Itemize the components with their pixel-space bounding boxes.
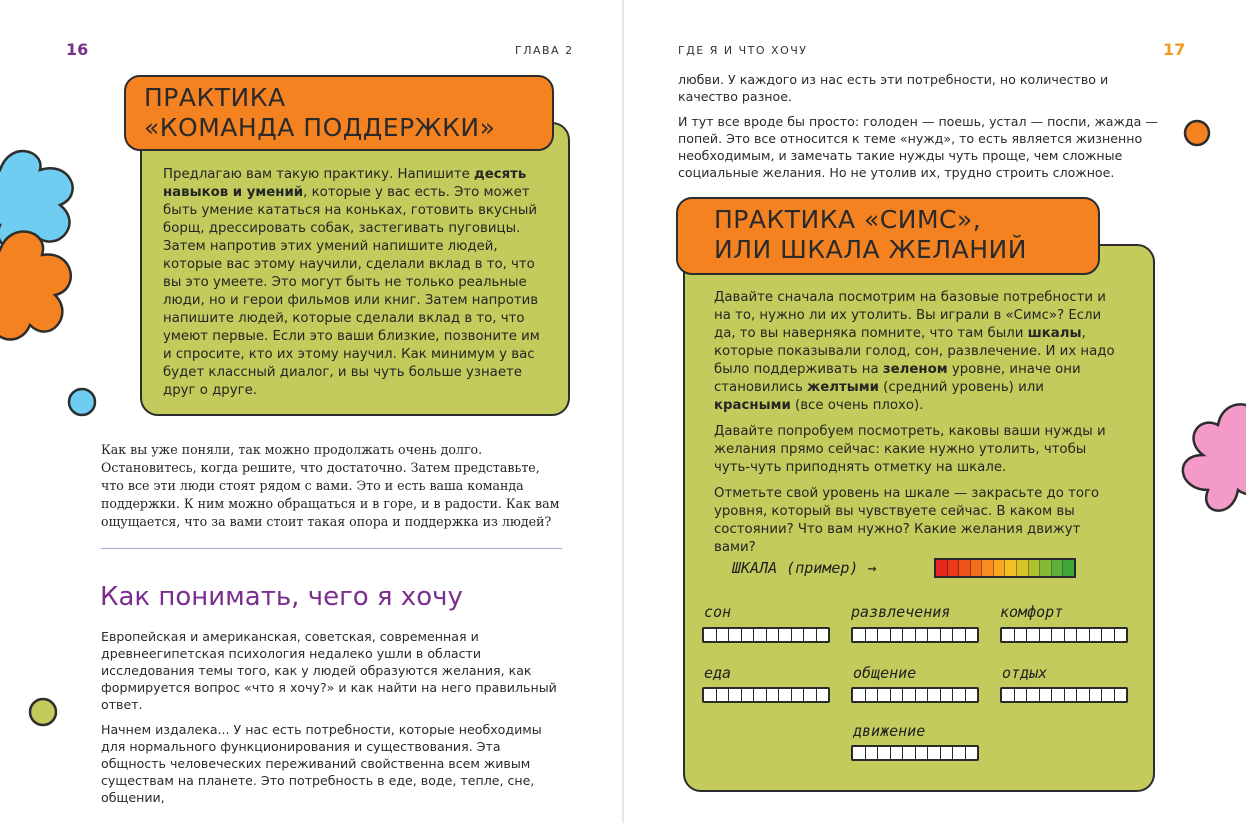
practice-box-title: ПРАКТИКА «КОМАНДА ПОДДЕРЖКИ»: [124, 75, 554, 151]
scale-cell[interactable]: [1102, 689, 1115, 701]
scale-cell[interactable]: [817, 689, 829, 701]
scale-cell[interactable]: [953, 629, 966, 641]
scale-label-komfort: комфорт: [1000, 603, 1064, 621]
scale-cell[interactable]: [966, 629, 978, 641]
scale-label-razvlecheniya: развлечения: [851, 603, 951, 621]
scale-cell[interactable]: [1102, 629, 1115, 641]
practice-box-title: ПРАКТИКА «СИМС», ИЛИ ШКАЛА ЖЕЛАНИЙ: [676, 197, 1100, 275]
scale-label-otdykh: отдых: [1002, 664, 1048, 682]
scale-cell[interactable]: [878, 629, 891, 641]
scale-cell[interactable]: [704, 689, 717, 701]
scale-label-son: сон: [704, 603, 732, 621]
scale-cell[interactable]: [1065, 689, 1078, 701]
scale-cell[interactable]: [1040, 689, 1053, 701]
scale-cell[interactable]: [891, 747, 904, 759]
example-gradient-scale: [934, 558, 1076, 578]
body-text: Европейская и американская, советская, современная и древнеегипетская психология недалеко ушли в области исследования темы того, как у людей образуются желания, как формируется вопрос «что я хочу?» и как найти на него правильный ответ. Начнем издалека... У нас есть потребности, которые необходимы для нормального функционирования и существования. Эта общность человеческих переживаний свойственна всем живым существам на планете. Это потребность в еде, воде, тепле, сне, общении,: [101, 629, 557, 805]
running-head: ГДЕ Я И ЧТО ХОЧУ: [678, 44, 808, 57]
pink-flower-blob: [1178, 395, 1246, 525]
scale-cell[interactable]: [1027, 689, 1040, 701]
page-number: 17: [1163, 40, 1186, 59]
scale-cell[interactable]: [1027, 629, 1040, 641]
practice-text: Предлагаю вам такую практику. Напишите десять навыков и умений, которые у вас есть. Это может быть умение кататься на коньках, готовить вкусный борщ, дрессировать собак, застегивать пуговицы. Затем напротив этих умений напишите людей, которые вас этому научили, сделали вклад в то, что вы это умеете. Это могут быть не только реальные люди, но и герои фильмов или книг. Затем напротив напишите людей, которые сделали вклад в то, что умеют первые. Если это ваши близкие, позвоните им и спросите, кто их этому научил. Как минимум у вас будет классный диалог, и вы чуть больше узнаете друг о друге.: [163, 167, 540, 398]
scale-son[interactable]: [702, 627, 830, 643]
scale-cell[interactable]: [891, 689, 904, 701]
scale-cell[interactable]: [916, 747, 929, 759]
scale-cell[interactable]: [1015, 629, 1028, 641]
scale-cell[interactable]: [717, 689, 730, 701]
scale-cell[interactable]: [1015, 689, 1028, 701]
scale-label-eda: еда: [704, 664, 732, 682]
scale-cell[interactable]: [767, 689, 780, 701]
running-head: ГЛАВА 2: [515, 44, 574, 57]
scale-cell[interactable]: [1040, 629, 1053, 641]
scale-cell[interactable]: [928, 629, 941, 641]
scale-cell[interactable]: [941, 747, 954, 759]
gradient-segment: [1052, 560, 1064, 576]
scale-cell[interactable]: [853, 629, 866, 641]
scale-cell[interactable]: [717, 629, 730, 641]
scale-komfort[interactable]: [1000, 627, 1128, 643]
scale-cell[interactable]: [767, 629, 780, 641]
scale-cell[interactable]: [1115, 629, 1127, 641]
scale-cell[interactable]: [916, 689, 929, 701]
scale-cell[interactable]: [1002, 689, 1015, 701]
scale-obshchenie[interactable]: [851, 687, 979, 703]
serif-paragraph: Как вы уже поняли, так можно продолжать очень долго. Остановитесь, когда решите, что достаточно. Затем представьте, что все эти люди стоят рядом с вами. Это и есть ваша команда поддержки. К ним можно обращаться и в горе, и в радости. Как вам ощущается, что за вами стоит такая опора и поддержка из людей?: [101, 442, 560, 529]
gradient-segment: [948, 560, 960, 576]
gradient-segment: [1063, 560, 1074, 576]
scale-label-obshchenie: общение: [853, 664, 917, 682]
scale-otdykh[interactable]: [1000, 687, 1128, 703]
scale-cell[interactable]: [742, 689, 755, 701]
gradient-segment: [1040, 560, 1052, 576]
section-divider: [101, 548, 562, 549]
scale-cell[interactable]: [1090, 629, 1103, 641]
scale-cell[interactable]: [1002, 629, 1015, 641]
scale-cell[interactable]: [1052, 629, 1065, 641]
scale-cell[interactable]: [1115, 689, 1127, 701]
scale-cell[interactable]: [817, 629, 829, 641]
scale-cell[interactable]: [916, 629, 929, 641]
scale-cell[interactable]: [1052, 689, 1065, 701]
scale-cell[interactable]: [891, 629, 904, 641]
scale-cell[interactable]: [779, 629, 792, 641]
scale-cell[interactable]: [953, 689, 966, 701]
gradient-segment: [994, 560, 1006, 576]
scale-cell[interactable]: [878, 747, 891, 759]
scale-cell[interactable]: [792, 629, 805, 641]
scale-cell[interactable]: [966, 689, 978, 701]
scale-label-dvizhenie: движение: [853, 722, 926, 740]
body-text-top: любви. У каждого из нас есть эти потребности, но количество и качество разное. И тут все вроде бы просто: голоден — поешь, устал — поспи, жажда — попей. Это все относится к теме «нужд», то есть является жизненно необходимым, и замечать такие нужды чуть проще, чем сложные социальные желания. Но не утолив их, трудно строить сложное.: [678, 72, 1158, 180]
scale-cell[interactable]: [903, 689, 916, 701]
scale-cell[interactable]: [903, 629, 916, 641]
scale-cell[interactable]: [1065, 629, 1078, 641]
scale-eda[interactable]: [702, 687, 830, 703]
scale-cell[interactable]: [903, 747, 916, 759]
gradient-segment: [982, 560, 994, 576]
scale-cell[interactable]: [754, 629, 767, 641]
scale-cell[interactable]: [779, 689, 792, 701]
scale-cell[interactable]: [754, 689, 767, 701]
gradient-segment: [959, 560, 971, 576]
blue-dot: [66, 386, 98, 418]
scale-cell[interactable]: [928, 747, 941, 759]
scale-cell[interactable]: [792, 689, 805, 701]
example-scale-label: ШКАЛА (пример) →: [732, 559, 877, 577]
scale-cell[interactable]: [729, 629, 742, 641]
scale-cell[interactable]: [866, 689, 879, 701]
gradient-segment: [936, 560, 948, 576]
scale-cell[interactable]: [742, 629, 755, 641]
gradient-segment: [1029, 560, 1041, 576]
scale-cell[interactable]: [966, 747, 978, 759]
scale-cell[interactable]: [941, 629, 954, 641]
practice-text: Давайте сначала посмотрим на базовые потребности и на то, нужно ли их утолить. Вы играли в «Симс»? Если да, то вы наверняка помните, что там были шкалы, которые показывали голод, сон, развлечение. И их надо было поддерживать на зеленом уровне, иначе они становились желтыми (средний уровень) или красными (все очень плохо). Давайте попробуем посмотреть, каковы ваши нужды и желания прямо сейчас: какие нужно утолить, чтобы чуть-чуть приподнять отметку на шкале. Отметьте свой уровень на шкале — закрасьте до того уровня, который вы чувствуете сейчас. В каком вы состоянии? Что вам нужно? Какие желания движут вами?: [714, 290, 1115, 555]
left-page: [0, 0, 622, 823]
scale-cell[interactable]: [1077, 629, 1090, 641]
gradient-segment: [1017, 560, 1029, 576]
scale-cell[interactable]: [878, 689, 891, 701]
scale-cell[interactable]: [941, 689, 954, 701]
page-number: 16: [66, 40, 89, 59]
scale-cell[interactable]: [853, 689, 866, 701]
scale-razvlecheniya[interactable]: [851, 627, 979, 643]
scale-cell[interactable]: [1077, 689, 1090, 701]
scale-cell[interactable]: [928, 689, 941, 701]
gradient-segment: [971, 560, 983, 576]
section-heading: Как понимать, чего я хочу: [100, 582, 463, 612]
scale-cell[interactable]: [866, 629, 879, 641]
scale-cell[interactable]: [953, 747, 966, 759]
gradient-segment: [1005, 560, 1017, 576]
scale-cell[interactable]: [804, 689, 817, 701]
orange-dot: [1182, 118, 1212, 148]
orange-flower-blob: [0, 225, 80, 345]
scale-cell[interactable]: [804, 629, 817, 641]
green-dot: [27, 696, 59, 728]
scale-cell[interactable]: [704, 629, 717, 641]
scale-cell[interactable]: [853, 747, 866, 759]
scale-dvizhenie[interactable]: [851, 745, 979, 761]
scale-cell[interactable]: [1090, 689, 1103, 701]
scale-cell[interactable]: [729, 689, 742, 701]
scale-cell[interactable]: [866, 747, 879, 759]
right-page: [624, 0, 1246, 823]
